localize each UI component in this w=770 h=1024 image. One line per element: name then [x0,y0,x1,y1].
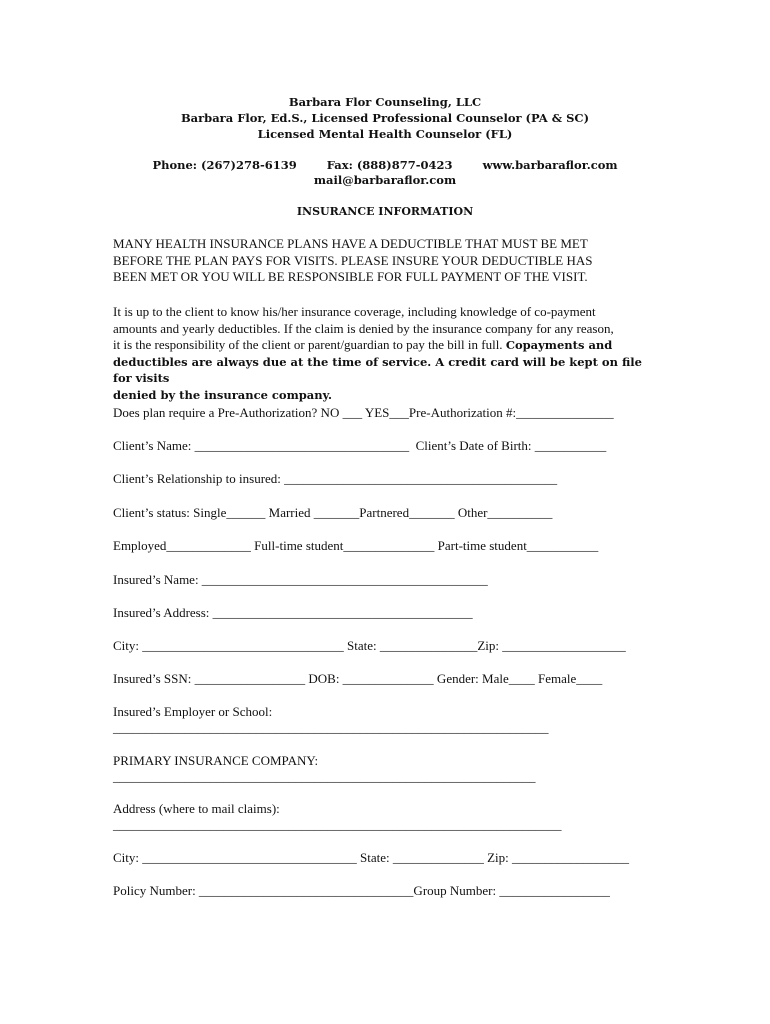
policy-bold-text: Copayments and [505,338,613,353]
fax-number: Fax: (888)877-0423 [326,158,453,172]
city-state-zip-field[interactable]: City: _______________________________ State: _______________Zip: ___________________ [113,638,626,653]
policy-group-number-field[interactable]: Policy Number: _________________________________Group Number: _________________ [113,883,610,898]
email-link[interactable]: mail@barbaraflor.com [313,173,457,187]
policy-line [113,354,658,387]
employer-field[interactable]: ___________________________________________________________________ [113,720,549,735]
website-link[interactable]: www.barbaraflor.com [482,158,618,172]
policy-bold-text: denied by the insurance company. [113,387,332,402]
policy-line [113,387,658,404]
page-title: INSURANCE INFORMATION [296,205,474,218]
notice-line: BEFORE THE PLAN PAYS FOR VISITS. PLEASE INSURE YOUR DEDUCTIBLE HAS [113,252,593,268]
client-name-field[interactable]: Client’s Name: _________________________________ Client’s Date of Birth: ___________ [113,438,607,453]
notice-line: BEEN MET OR YOU WILL BE RESPONSIBLE FOR FULL PAYMENT OF THE VISIT. [113,269,588,285]
policy-line: amounts and yearly deductibles. If the claim is denied by the insurance company for any reason, [113,320,614,336]
policy-paragraph [113,304,658,404]
org-name: Barbara Flor Counseling, LLC [288,95,482,109]
policy-line: It is up to the client to know his/her insurance coverage, including knowledge of co-payment [113,304,596,319]
employment-field[interactable]: Employed_____________ Full-time student______________ Part-time student___________ [113,538,599,553]
ssn-dob-gender-field[interactable]: Insured’s SSN: _________________ DOB: ______________ Gender: Male____ Female____ [113,671,603,686]
insured-name-field[interactable]: Insured’s Name: ____________________________________________ [113,572,488,587]
insurer-city-state-zip-field[interactable]: City: _________________________________ State: ______________ Zip: __________________ [113,850,630,865]
notice-line: MANY HEALTH INSURANCE PLANS HAVE A DEDUCTIBLE THAT MUST BE MET [113,236,588,251]
employer-label: Insured’s Employer or School: [113,704,273,719]
primary-insurance-label: PRIMARY INSURANCE COMPANY: [113,753,319,768]
claims-address-field[interactable]: _____________________________________________________________________ [113,817,562,832]
insured-address-field[interactable]: Insured’s Address: ________________________________________ [113,605,473,620]
preauth-field[interactable]: Does plan require a Pre-Authorization? NO ___ YES___Pre-Authorization #:_______________ [113,405,614,420]
credentials-line-1: Barbara Flor, Ed.S., Licensed Professional Counselor (PA & SC) [180,111,590,125]
primary-insurance-field[interactable]: _________________________________________________________________ [113,769,536,784]
policy-text: it is the responsibility of the client or parent/guardian to pay the bill in full. [113,337,506,353]
policy-line [113,337,658,354]
claims-address-label: Address (where to mail claims): [113,801,280,816]
deductible-notice [113,236,658,286]
contact-line [0,157,770,173]
relationship-field[interactable]: Client’s Relationship to insured: __________________________________________ [113,471,558,486]
phone-number: Phone: (267)278-6139 [152,158,297,172]
policy-bold-text: deductibles are always due at the time of service. A credit card will be kept on file for visits [113,354,642,386]
client-status-field[interactable]: Client’s status: Single______ Married _______Partnered_______ Other__________ [113,505,553,520]
credentials-line-2: Licensed Mental Health Counselor (FL) [257,127,513,141]
